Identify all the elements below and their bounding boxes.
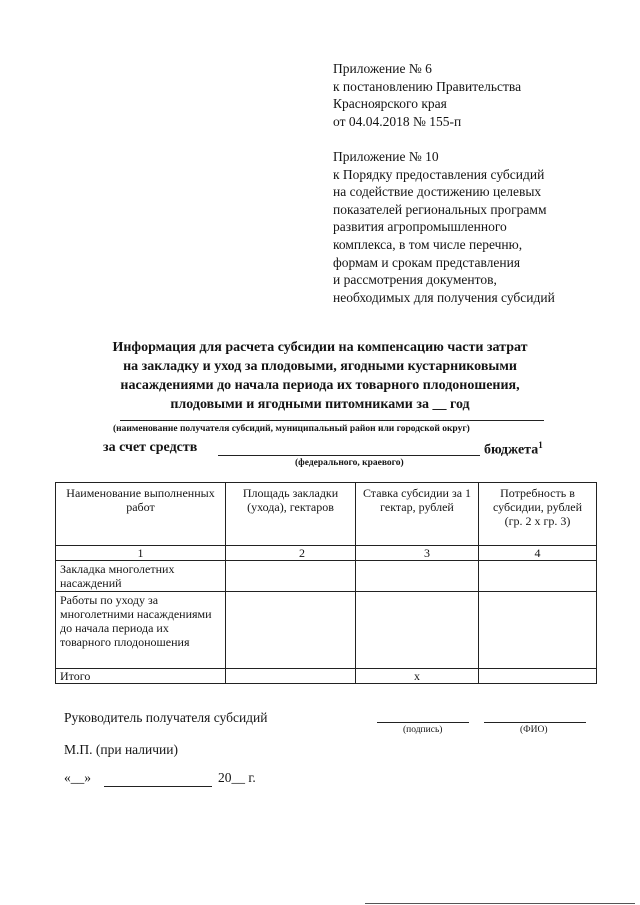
- table-row: [56, 561, 597, 592]
- recipient-blank-line: [120, 420, 544, 421]
- appendix-10-line: к Порядку предоставления субсидий: [333, 166, 545, 182]
- table-number-row: [56, 546, 597, 561]
- title-line: Информация для расчета субсидии на компенсацию части затрат: [112, 340, 528, 355]
- name-line: [484, 722, 586, 723]
- appendix-10-line: Приложение № 10: [333, 149, 439, 164]
- column-number: 1: [56, 546, 226, 561]
- row-name: Итого: [56, 669, 226, 684]
- budget-prefix: за счет средств: [103, 440, 198, 455]
- date-day: «__»: [64, 770, 91, 785]
- document-title: [60, 338, 580, 414]
- appendix-10-line: на содействие достижению целевых: [333, 184, 542, 200]
- date-year: 20__ г.: [218, 770, 256, 785]
- signature-caption: (подпись): [403, 725, 443, 735]
- recipient-caption: (наименование получателя субсидий, муниципальный район или городской округ): [113, 424, 470, 434]
- subsidy-table: [55, 482, 597, 684]
- appendix-6-line: к постановлению Правительства: [333, 78, 522, 94]
- row-rate[interactable]: [356, 592, 479, 669]
- scan-edge-line: [365, 903, 635, 904]
- row-need[interactable]: [479, 561, 597, 592]
- row-need[interactable]: [479, 592, 597, 669]
- appendix-10-line: показателей региональных программ: [333, 201, 547, 217]
- appendix-10-line: формам и срокам представления: [333, 254, 521, 270]
- budget-suffix: [484, 440, 543, 459]
- row-name: Закладка многолетних насаждений: [56, 561, 226, 592]
- signature-line: [377, 722, 469, 723]
- title-line: на закладку и уход за плодовыми, ягодными кустарниковыми: [123, 359, 517, 374]
- appendix-6-line: Приложение № 6: [333, 61, 432, 76]
- row-area[interactable]: [226, 669, 356, 684]
- title-line: плодовыми и ягодными питомниками за __ год: [170, 397, 470, 412]
- appendix-6-line: Красноярского края: [333, 96, 447, 112]
- name-caption: (ФИО): [520, 725, 548, 735]
- stamp-label: М.П. (при наличии): [64, 742, 178, 757]
- header-cell: Ставка субсидии за 1 гектар, рублей: [356, 483, 479, 546]
- header-cell: Наименование выполненных работ: [56, 483, 226, 546]
- title-line: насаждениями до начала периода их товарного плодоношения,: [120, 378, 520, 393]
- budget-suffix-text: бюджета: [484, 442, 539, 458]
- row-rate[interactable]: [356, 561, 479, 592]
- header-cell: Потребность в субсидии, рублей (гр. 2 х гр. 3): [479, 483, 597, 546]
- head-label: Руководитель получателя субсидий: [64, 710, 268, 725]
- column-number: 3: [356, 546, 479, 561]
- column-number: 2: [226, 546, 356, 561]
- row-rate: х: [356, 669, 479, 684]
- row-name: Работы по уходу за многолетними насаждениями до начала периода их товарного плодоношения: [56, 592, 226, 669]
- appendix-10-line: комплекса, в том числе перечню,: [333, 236, 523, 252]
- appendix-10-line: необходимых для получения субсидий: [333, 289, 555, 305]
- column-number: 4: [479, 546, 597, 561]
- appendix-6-block: [333, 60, 521, 130]
- table-header-row: [56, 483, 597, 546]
- appendix-10-line: развития агропромышленного: [333, 219, 507, 235]
- budget-caption: (федерального, краевого): [295, 458, 404, 468]
- appendix-6-line: от 04.04.2018 № 155-п: [333, 113, 462, 129]
- budget-blank-line: [218, 455, 480, 456]
- date-month-line: [104, 786, 212, 787]
- row-area[interactable]: [226, 561, 356, 592]
- row-area[interactable]: [226, 592, 356, 669]
- table-total-row: [56, 669, 597, 684]
- appendix-10-line: и рассмотрения документов,: [333, 272, 497, 288]
- budget-footnote: 1: [538, 440, 543, 450]
- appendix-10-block: [333, 148, 555, 306]
- table-row: [56, 592, 597, 669]
- header-cell: Площадь закладки (ухода), гектаров: [226, 483, 356, 546]
- row-need[interactable]: [479, 669, 597, 684]
